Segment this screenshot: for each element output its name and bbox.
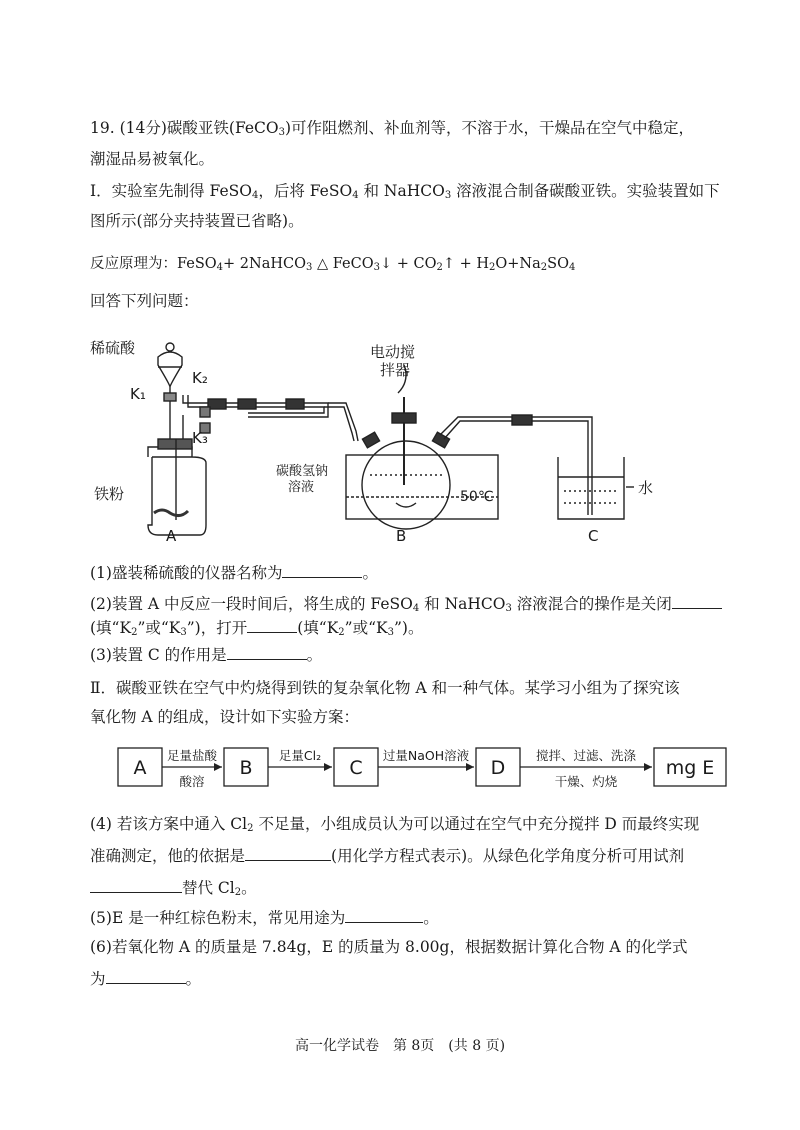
subscript: 4 xyxy=(251,190,259,201)
text: Ⅱ．碳酸亚铁在空气中灼烧得到铁的复杂氧化物 A 和一种气体。某学习小组为了探究该 xyxy=(90,679,680,697)
flow-step4-top: 搅拌、过滤、洗涤 xyxy=(535,748,637,763)
answer-blank[interactable] xyxy=(672,594,722,609)
experiment-flow-diagram xyxy=(110,742,740,798)
question-5 xyxy=(90,907,439,929)
subscript: 4 xyxy=(412,603,420,614)
label-k2: K₂ xyxy=(192,369,208,387)
text: 反应原理为：FeSO xyxy=(90,256,217,272)
apparatus-diagram xyxy=(88,335,688,550)
beaker-c xyxy=(558,457,634,519)
subscript: 2 xyxy=(436,262,443,273)
text: ↑ + H xyxy=(442,256,490,272)
question-1 xyxy=(90,562,378,584)
question-4-line1 xyxy=(90,813,699,835)
label-b: B xyxy=(396,527,407,545)
text: (4) 若该方案中通入 Cl xyxy=(90,815,248,833)
text: 。 xyxy=(241,879,257,897)
text: 替代 Cl xyxy=(182,879,235,897)
label-stirrer-2: 拌器 xyxy=(380,361,411,379)
subscript: 2 xyxy=(489,262,496,273)
text: SO xyxy=(547,256,569,272)
answer-blank[interactable] xyxy=(282,563,362,578)
text: 溶液混合的操作是关闭 xyxy=(511,595,672,613)
text: 图所示(部分夹持装置已省略)。 xyxy=(90,212,304,230)
page-footer: 高一化学试卷 第 8页 (共 8 页) xyxy=(294,1038,506,1054)
text: 。 xyxy=(185,970,202,988)
text: ”或“K xyxy=(137,619,181,637)
subscript: 4 xyxy=(216,262,224,273)
text: 回答下列问题： xyxy=(90,292,199,310)
question-4-line3 xyxy=(90,877,257,899)
text: ，后将 FeSO xyxy=(258,182,353,200)
part2-line1 xyxy=(90,677,680,699)
subscript: 2 xyxy=(540,262,548,273)
flow-step3-top: 过量NaOH溶液 xyxy=(382,748,470,763)
question-6-line1 xyxy=(90,936,688,958)
subscript: 2 xyxy=(247,823,254,834)
question-2-line1 xyxy=(90,593,722,615)
text: (2)装置 A 中反应一段时间后，将生成的 FeSO xyxy=(90,595,413,613)
part2-line2 xyxy=(90,706,359,728)
flask-a xyxy=(148,439,206,535)
connecting-tube-ab xyxy=(183,395,358,441)
text: (6)若氧化物 A 的质量是 7.84g，E 的质量为 8.00g，根据数据计算化合物 A 的化学式 xyxy=(90,938,688,956)
flow-step1-top: 足量盐酸 xyxy=(166,748,218,763)
text: (5)E 是一种红棕色粉末，常见用途为 xyxy=(90,909,346,927)
text: 氧化物 A 的组成，设计如下实验方案： xyxy=(90,708,360,726)
q19-line1 xyxy=(90,117,694,139)
text: + 2NaHCO xyxy=(223,256,306,272)
text: 。 xyxy=(362,564,378,582)
label-c: C xyxy=(588,527,599,545)
question-3 xyxy=(90,644,322,666)
answer-blank[interactable] xyxy=(247,618,297,633)
text: 准确测定，他的依据是 xyxy=(90,847,246,865)
label-k1: K₁ xyxy=(130,385,146,403)
answer-blank[interactable] xyxy=(245,846,331,861)
label-k3: K₃ xyxy=(192,429,208,447)
label-water: 水 xyxy=(638,479,654,497)
flow-step2-top: 足量Cl₂ xyxy=(278,748,322,763)
subscript: 2 xyxy=(234,887,242,898)
text: 和 NaHCO xyxy=(419,595,506,613)
answer-blank[interactable] xyxy=(345,908,423,923)
text: 。 xyxy=(306,646,323,664)
question-4-line2 xyxy=(90,845,684,867)
part1-line2 xyxy=(90,210,304,232)
answer-blank[interactable] xyxy=(90,878,182,893)
heat-arrow: △ xyxy=(312,256,333,272)
subscript: 4 xyxy=(568,262,576,273)
subscript: 3 xyxy=(278,127,285,138)
flow-box-a: A xyxy=(133,757,147,779)
label-nahco3-1: 碳酸氢钠 xyxy=(276,464,329,479)
question-2-line2 xyxy=(90,617,423,639)
label-a: A xyxy=(166,527,177,545)
answer-blank[interactable] xyxy=(106,969,186,984)
text: 。 xyxy=(423,909,439,927)
text: FeCO xyxy=(332,256,374,272)
text: 潮湿品易被氧化。 xyxy=(90,150,215,168)
flow-box-e: mg E xyxy=(665,757,715,779)
subscript: 2 xyxy=(131,627,138,638)
subscript: 3 xyxy=(505,603,512,614)
part1-line1 xyxy=(90,180,720,202)
text: )可作阻燃剂、补血剂等，不溶于水，干燥品在空气中稳定， xyxy=(284,119,695,137)
subscript: 3 xyxy=(306,262,313,273)
separatory-funnel xyxy=(158,343,182,440)
flow-step1-bottom: 酸溶 xyxy=(179,774,205,789)
subscript: 3 xyxy=(180,627,187,638)
reaction-equation xyxy=(90,253,575,275)
flow-step4-bottom: 干燥、灼烧 xyxy=(554,774,618,789)
subscript: 2 xyxy=(338,627,345,638)
flow-box-b: B xyxy=(239,757,253,779)
text: (1)盛装稀硫酸的仪器名称为 xyxy=(90,564,283,582)
text: (3)装置 C 的作用是 xyxy=(90,646,227,664)
label-dilute-acid: 稀硫酸 xyxy=(90,339,136,357)
text: 和 NaHCO xyxy=(358,182,445,200)
text: 溶液混合制备碳酸亚铁。实验装置如下 xyxy=(451,182,720,200)
text: ”)，打开 xyxy=(186,619,248,637)
text: (填“K xyxy=(90,619,132,637)
subscript: 4 xyxy=(352,190,359,201)
text: 19. (14分)碳酸亚铁(FeCO xyxy=(90,119,279,137)
q19-line2 xyxy=(90,148,214,170)
flow-box-d: D xyxy=(490,757,506,779)
answer-prompt xyxy=(90,290,199,312)
text: ”)。 xyxy=(393,619,424,637)
text: (用化学方程式表示)。从绿色化学角度分析可用试剂 xyxy=(331,847,685,865)
label-temp: 50℃ xyxy=(460,489,494,505)
flow-box-c: C xyxy=(349,757,363,779)
question-6-line2 xyxy=(90,968,201,990)
text: O+Na xyxy=(495,256,541,272)
subscript: 3 xyxy=(444,190,452,201)
subscript: 3 xyxy=(373,262,380,273)
subscript: 3 xyxy=(387,627,394,638)
text: 不足量，小组成员认为可以通过在空气中充分搅拌 D 而最终实现 xyxy=(253,815,700,833)
label-stirrer-1: 电动搅 xyxy=(370,343,416,361)
text: (填“K xyxy=(297,619,339,637)
text: ”或“K xyxy=(344,619,388,637)
text: 为 xyxy=(90,970,106,988)
text: Ⅰ．实验室先制得 FeSO xyxy=(90,182,252,200)
label-nahco3-2: 溶液 xyxy=(288,480,315,495)
answer-blank[interactable] xyxy=(227,645,307,660)
text: ↓ + CO xyxy=(379,256,437,272)
label-iron-powder: 铁粉 xyxy=(94,485,125,503)
